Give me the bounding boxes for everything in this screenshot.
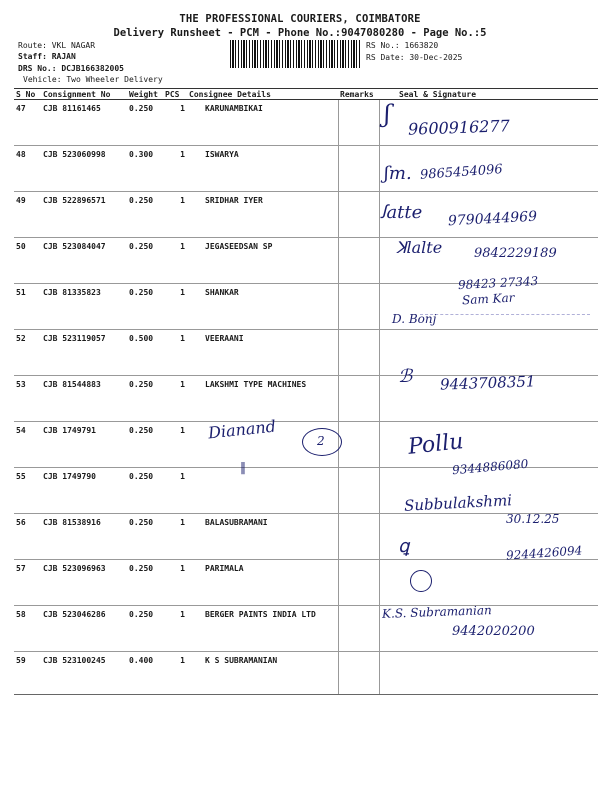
cell-remarks (338, 100, 379, 146)
cell-remarks (338, 560, 379, 606)
cell-sno: 59 (14, 652, 41, 695)
cell-consignee: SRIDHAR IYER (187, 192, 338, 238)
signature-loop (410, 570, 432, 592)
cell-remarks (338, 606, 379, 652)
table-header-row (14, 89, 598, 100)
signature-text: 9842229189 (474, 246, 557, 261)
cell-pcs: 1 (163, 284, 187, 330)
rs-date-label: RS Date: 30-Dec-2025 (366, 53, 463, 62)
signature-mark: ʃ (384, 100, 391, 128)
runsheet-table (14, 88, 598, 695)
barcode (230, 40, 360, 68)
cell-consignment: CJB 1749791 (41, 422, 127, 468)
cell-remarks (338, 468, 379, 514)
cell-consignee: K S SUBRAMANIAN (187, 652, 338, 695)
cell-weight: 0.500 (127, 330, 163, 376)
cell-pcs: 1 (163, 560, 187, 606)
cell-pcs: 1 (163, 422, 187, 468)
cell-sno: 51 (14, 284, 41, 330)
cell-weight: 0.250 (127, 514, 163, 560)
cell-consignee (187, 468, 338, 514)
cell-consignment: CJB 81335823 (41, 284, 127, 330)
cell-pcs: 1 (163, 376, 187, 422)
cell-weight: 0.250 (127, 284, 163, 330)
cell-pcs: 1 (163, 468, 187, 514)
cell-sno: 54 (14, 422, 41, 468)
signature-mark: ℬ (398, 366, 413, 387)
cell-pcs: 1 (163, 192, 187, 238)
cell-pcs: 1 (163, 146, 187, 192)
cell-sno: 49 (14, 192, 41, 238)
cell-remarks (338, 652, 379, 695)
cell-weight: 0.250 (127, 422, 163, 468)
cell-weight: 0.400 (127, 652, 163, 695)
signature-text: 9442020200 (452, 624, 535, 639)
cell-sno: 57 (14, 560, 41, 606)
cell-weight: 0.250 (127, 238, 163, 284)
signature-text: 9865454096 (419, 162, 504, 183)
cell-consignment: CJB 522896571 (41, 192, 127, 238)
route-label: Route: VKL NAGAR (18, 41, 96, 50)
cell-pcs: 1 (163, 238, 187, 284)
cell-consignee: SHANKAR (187, 284, 338, 330)
cell-remarks (338, 146, 379, 192)
cell-weight: 0.300 (127, 146, 163, 192)
signature-mark: ꝗ (398, 536, 410, 557)
cell-consignment: CJB 81544883 (41, 376, 127, 422)
cell-weight: 0.250 (127, 376, 163, 422)
table-row (14, 100, 598, 146)
cell-pcs: 1 (163, 330, 187, 376)
cell-consignee: BALASUBRAMANI (187, 514, 338, 560)
col-weight: Weight (127, 89, 163, 100)
col-consignee: Consignee Details (187, 89, 338, 100)
cell-weight: 0.250 (127, 192, 163, 238)
signature-text: 9790444969 (447, 208, 538, 230)
cell-consignment: CJB 81161465 (41, 100, 127, 146)
cell-remarks (338, 376, 379, 422)
cell-sno: 52 (14, 330, 41, 376)
cell-weight: 0.250 (127, 468, 163, 514)
drs-label: DRS No.: DCJB166382005 (18, 64, 124, 73)
cell-pcs: 1 (163, 514, 187, 560)
signature-mark: Pollu (406, 429, 465, 460)
cell-sno: 48 (14, 146, 41, 192)
cell-sno: 47 (14, 100, 41, 146)
col-sno: S No (14, 89, 41, 100)
signature-mark: ʃm. (384, 163, 412, 184)
signature-text: 9344886080 (451, 456, 529, 478)
signature-text: Sam Kar (461, 290, 515, 308)
cell-remarks (338, 284, 379, 330)
signature-mark: ꓘlalte (396, 238, 443, 257)
signature-text: 2 (317, 434, 325, 448)
page-subtitle: Delivery Runsheet - PCM - Phone No.:9047080280 - Page No.:5 (113, 27, 487, 39)
cell-consignee: BERGER PAINTS INDIA LTD (187, 606, 338, 652)
signature-text: 9443708351 (439, 372, 536, 394)
cell-consignee: KARUNAMBIKAI (187, 100, 338, 146)
rs-no-label: RS No.: 1663820 (366, 41, 439, 50)
col-seal-signature: Seal & Signature (379, 89, 598, 100)
signature-text: Dianand (207, 416, 277, 443)
cell-consignment: CJB 523060998 (41, 146, 127, 192)
cell-weight: 0.250 (127, 100, 163, 146)
cell-consignment: CJB 1749790 (41, 468, 127, 514)
cell-sno: 58 (14, 606, 41, 652)
cell-consignee: ISWARYA (187, 146, 338, 192)
cell-sno: 55 (14, 468, 41, 514)
cell-pcs: 1 (163, 652, 187, 695)
signature-text: 98423 27343 (457, 273, 539, 293)
cell-remarks (338, 238, 379, 284)
cell-pcs: 1 (163, 606, 187, 652)
cell-consignee: PARIMALA (187, 560, 338, 606)
table-row (14, 560, 598, 606)
cell-consignment: CJB 523084047 (41, 238, 127, 284)
cell-weight: 0.250 (127, 560, 163, 606)
cell-remarks (338, 330, 379, 376)
cell-consignment: CJB 523096963 (41, 560, 127, 606)
cell-pcs: 1 (163, 100, 187, 146)
col-remarks: Remarks (338, 89, 379, 100)
vehicle-label: Vehicle: Two Wheeler Delivery (23, 75, 163, 84)
cell-signature (379, 652, 598, 695)
table-row (14, 146, 598, 192)
signature-mark: ꭍatte (380, 202, 423, 223)
cell-consignment: CJB 523119057 (41, 330, 127, 376)
col-pcs: PCS (163, 89, 187, 100)
cell-consignee: JEGASEEDSAN SP (187, 238, 338, 284)
table-row (14, 652, 598, 695)
cell-weight: 0.250 (127, 606, 163, 652)
staff-label: Staff: RAJAN (18, 52, 76, 61)
signature-text: K.S. Subramanian (381, 603, 492, 621)
col-consignment: Consignment No (41, 89, 127, 100)
cell-remarks (338, 422, 379, 468)
cell-consignment: CJB 523046286 (41, 606, 127, 652)
signature-text: Subbulakshmi (403, 491, 513, 515)
cell-consignment: CJB 81538916 (41, 514, 127, 560)
cell-consignee: VEERAANI (187, 330, 338, 376)
rubber-stamp (420, 314, 590, 353)
cell-sno: 53 (14, 376, 41, 422)
cell-remarks (338, 192, 379, 238)
signature-text: 30.12.25 (506, 512, 560, 526)
cell-remarks (338, 514, 379, 560)
signature-text: 9244426094 (505, 543, 583, 563)
signature-text: 9600916277 (407, 116, 511, 139)
signature-mark: D. Bonj (392, 312, 437, 326)
cell-sno: 50 (14, 238, 41, 284)
cell-consignment: CJB 523100245 (41, 652, 127, 695)
cell-consignee: LAKSHMI TYPE MACHINES (187, 376, 338, 422)
signature-mark: ‖ (240, 460, 246, 474)
page-title: THE PROFESSIONAL COURIERS, COIMBATORE (179, 13, 421, 25)
cell-sno: 56 (14, 514, 41, 560)
